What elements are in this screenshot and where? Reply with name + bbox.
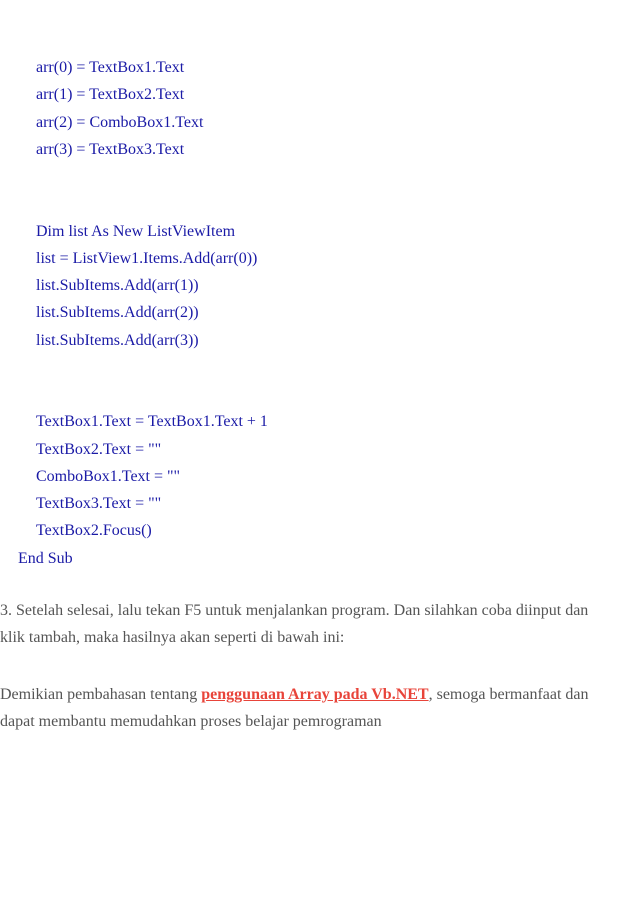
closing-paragraph [0, 681, 638, 735]
code-line: list.SubItems.Add(arr(2)) [36, 304, 199, 321]
step3-line1: 3. Setelah selesai, lalu tekan F5 untuk menjalankan program. Dan silahkan coba diinput dan [0, 602, 589, 619]
code-end-sub: End Sub [18, 550, 73, 567]
code-line: arr(0) = TextBox1.Text [36, 59, 185, 76]
code-line: list.SubItems.Add(arr(1)) [36, 277, 199, 294]
closing-line1 [0, 681, 638, 708]
code-line: TextBox2.Text = "" [36, 441, 162, 458]
code-line: TextBox1.Text = TextBox1.Text + 1 [36, 413, 268, 430]
closing-prefix: Demikian pembahasan tentang [0, 686, 202, 703]
code-line: arr(3) = TextBox3.Text [36, 141, 185, 158]
code-line: list.SubItems.Add(arr(3)) [36, 332, 199, 349]
code-line: ComboBox1.Text = "" [36, 468, 181, 485]
code-line: TextBox3.Text = "" [36, 495, 162, 512]
closing-line2: dapat membantu memudahkan proses belajar pemrograman [0, 713, 382, 730]
code-line: list = ListView1.Items.Add(arr(0)) [36, 250, 258, 267]
code-line: arr(2) = ComboBox1.Text [36, 114, 204, 131]
step3-paragraph [0, 597, 638, 651]
closing-suffix: , semoga bermanfaat dan [428, 686, 589, 703]
array-vbnet-link[interactable]: penggunaan Array pada Vb.NET [201, 686, 429, 703]
code-line: arr(1) = TextBox2.Text [36, 86, 185, 103]
code-line: TextBox2.Focus() [36, 522, 152, 539]
code-line: Dim list As New ListViewItem [36, 223, 236, 240]
step3-line2: klik tambah, maka hasilnya akan seperti di bawah ini: [0, 629, 345, 646]
